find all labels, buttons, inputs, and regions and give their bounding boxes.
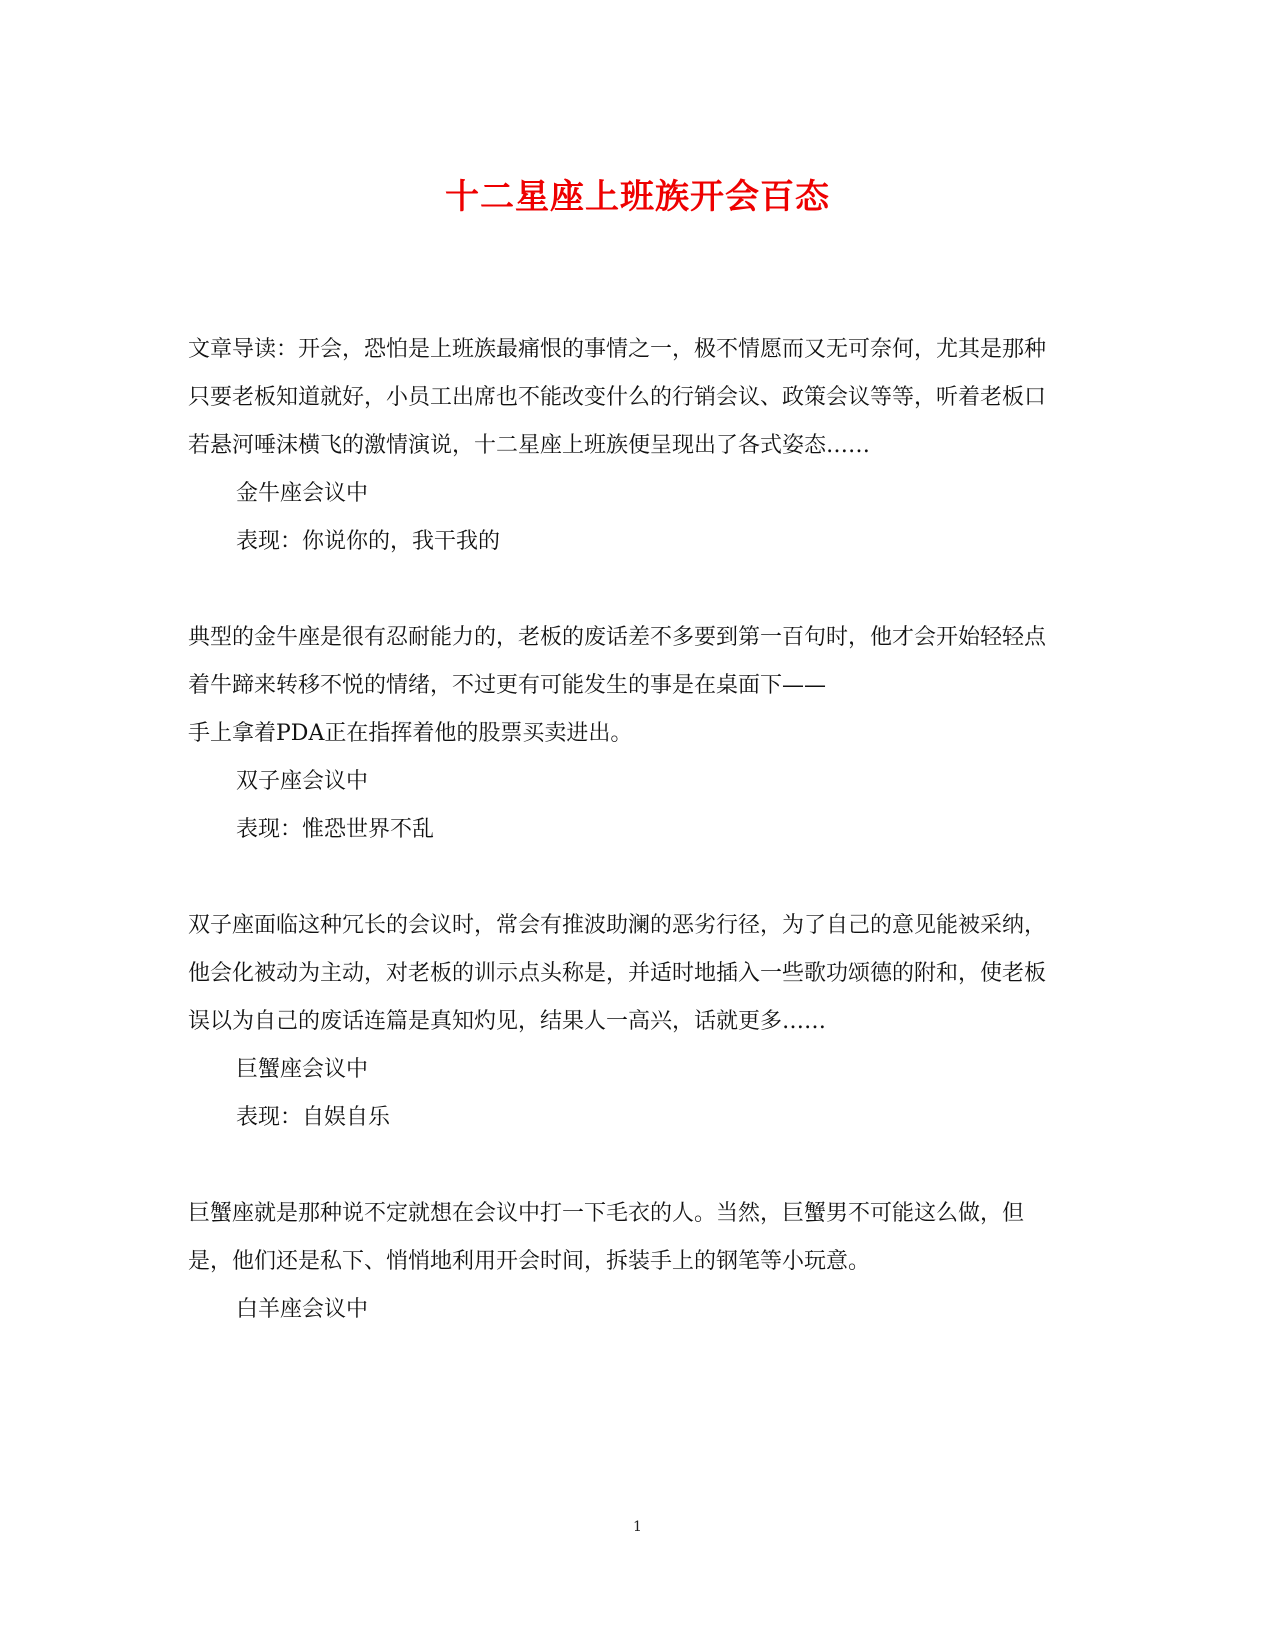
- intro-paragraph: 文章导读：开会，恐怕是上班族最痛恨的事情之一，极不情愿而又无可奈何，尤其是那种只要老板知道就好，小员工出席也不能改变什么的行销会议、政策会议等等，听着老板口若悬河唾沫横飞的激情演说，十二星座上班族便呈现出了各式姿态……: [188, 337, 1047, 458]
- behavior-line-taurus: 表现：你说你的，我干我的: [236, 529, 501, 554]
- page-number: 1: [633, 1519, 642, 1535]
- body-paragraph-gemini: 双子座面临这种冗长的会议时，常会有推波助澜的恶劣行径，为了自己的意见能被采纳，他会化被动为主动，对老板的训示点头称是，并适时地插入一些歌功颂德的附和，使老板误以为自己的废话连篇是真知灼见，结果人一高兴，话就更多……: [188, 913, 1047, 1034]
- section-heading-cancer: 巨蟹座会议中: [236, 1057, 369, 1082]
- behavior-line-cancer: 表现：自娱自乐: [236, 1105, 391, 1130]
- body-paragraph-taurus: 典型的金牛座是很有忍耐能力的，老板的废话差不多要到第一百句时，他才会开始轻轻点着牛蹄来转移不悦的情绪，不过更有可能发生的事是在桌面下——: [188, 625, 1047, 698]
- section-heading-taurus: 金牛座会议中: [236, 481, 369, 506]
- document-title: 十二星座上班族开会百态: [445, 177, 830, 217]
- body-paragraph-taurus-continued: 手上拿着PDA正在指挥着他的股票买卖进出。: [188, 721, 633, 746]
- document-body: [188, 326, 1058, 1334]
- section-heading-gemini: 双子座会议中: [236, 769, 369, 794]
- section-heading-aries: 白羊座会议中: [236, 1297, 369, 1322]
- body-paragraph-cancer: 巨蟹座就是那种说不定就想在会议中打一下毛衣的人。当然，巨蟹男不可能这么做，但是，他们还是私下、悄悄地利用开会时间，拆装手上的钢笔等小玩意。: [188, 1201, 1025, 1274]
- behavior-line-gemini: 表现：惟恐世界不乱: [236, 817, 435, 842]
